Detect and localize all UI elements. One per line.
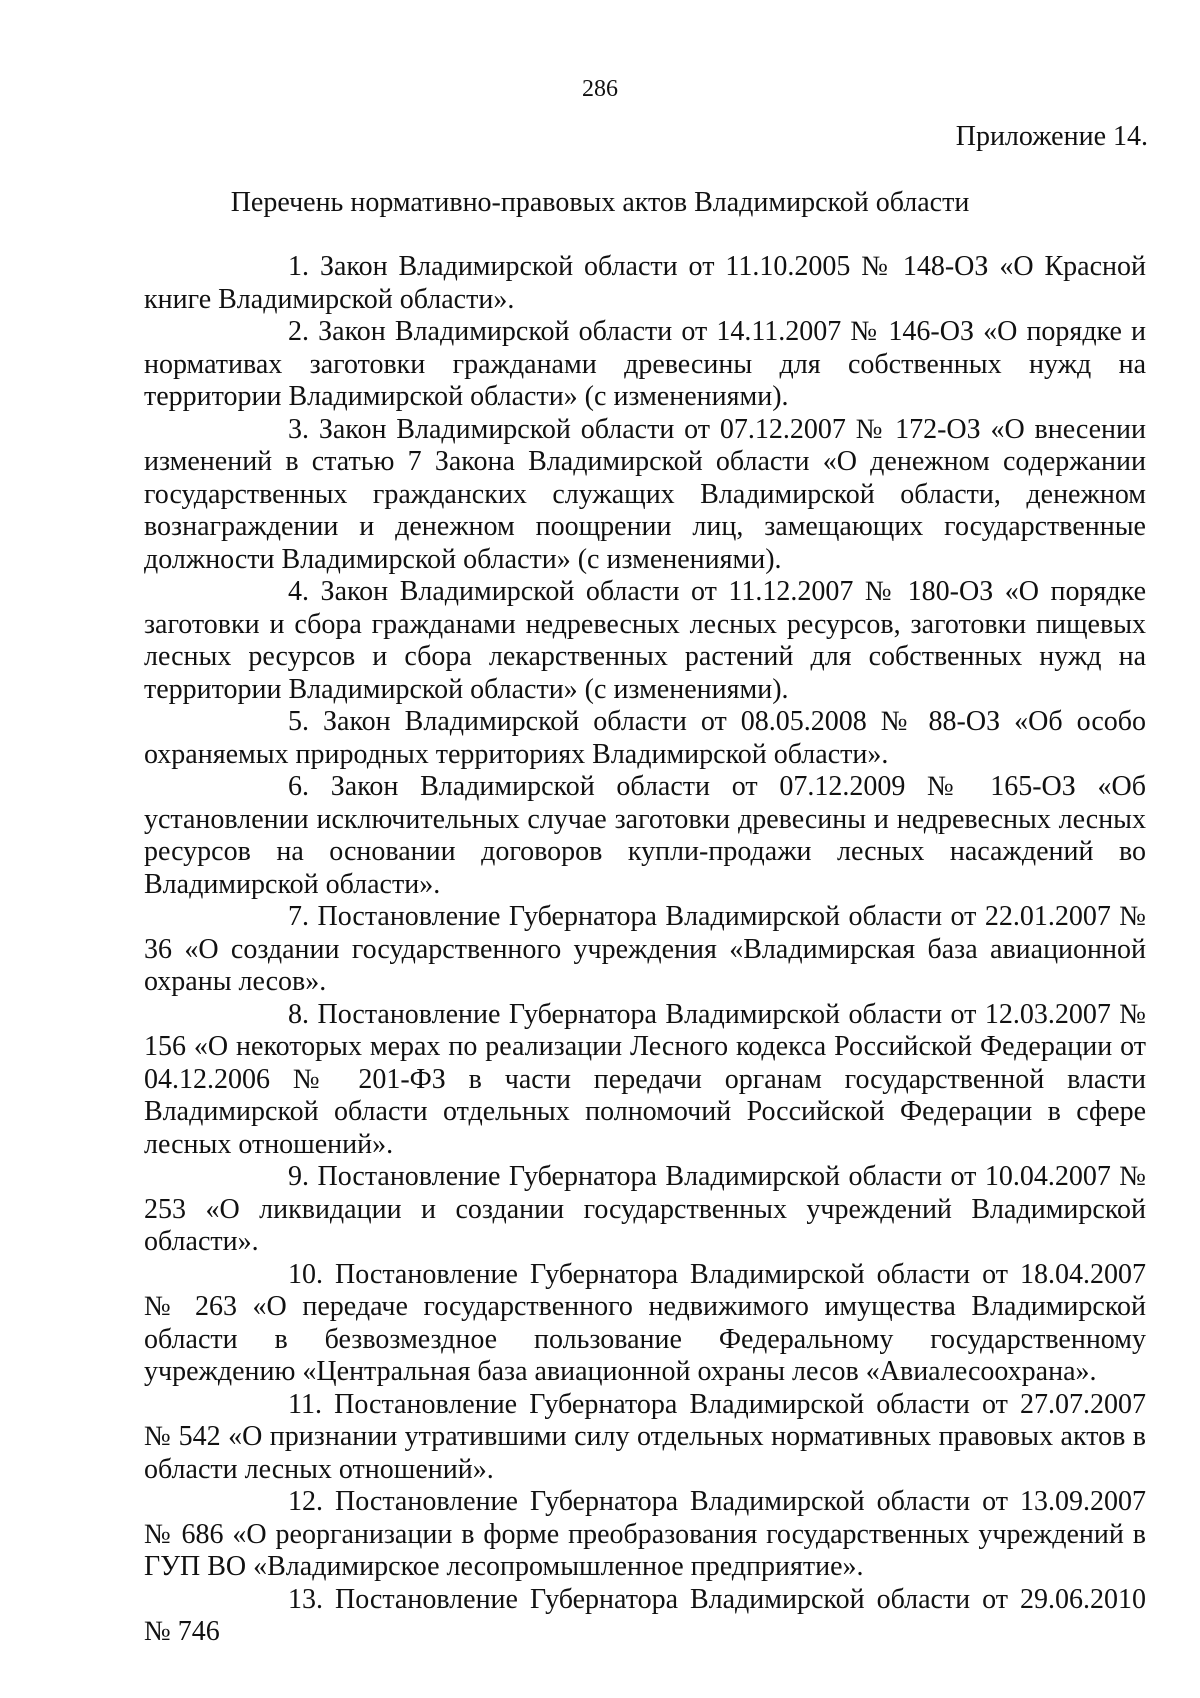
act-text: Закон Владимирской области от 11.10.2005 № 148-ОЗ «О Красной книге Владимирской области». [144, 251, 1146, 315]
act-number: 12. [288, 1486, 323, 1517]
act-number: 3. [288, 413, 309, 445]
act-item [144, 901, 1146, 999]
act-item [144, 999, 1146, 1162]
act-text: Постановление Губернатора Владимирской области от 27.07.2007 № 542 «О признании утратившими силу отдельных нормативных правовых актов в области лесных отношений». [144, 1388, 1146, 1485]
act-text: Закон Владимирской области от 07.12.2009 № 165-ОЗ «Об установлении исключительных случае заготовки древесины и недревесных лесных ресурсов на основании договоров купли-продажи лесных насаждений во Владимирской области». [144, 771, 1146, 900]
act-text: Закон Владимирской области от 08.05.2008 № 88-ОЗ «Об особо охраняемых природных территориях Владимирской области». [144, 706, 1147, 770]
act-text: Закон Владимирской области от 11.12.2007 № 180-ОЗ «О порядке заготовки и сбора гражданами недревесных лесных ресурсов, заготовки пищевых лесных ресурсов и сбора лекарственных растений для собственных нужд на территории Владимирской области» (с изменениями). [144, 576, 1146, 705]
act-text: Постановление Губернатора Владимирской области от 12.03.2007 № 156 «О некоторых мерах по реализации Лесного кодекса Российской Федерации от 04.12.2006 № 201-ФЗ в части передачи органам государственной власти Владимирской области отдельных полномочий Российской Федерации в сфере лесных отношений». [144, 998, 1147, 1160]
appendix-label: Приложение 14. [955, 121, 1148, 152]
act-number: 6. [288, 771, 309, 802]
act-number: 5. [288, 706, 309, 737]
act-item [144, 1486, 1146, 1584]
act-item [144, 576, 1146, 706]
act-item [144, 1389, 1146, 1487]
act-item [144, 771, 1146, 901]
act-text: Закон Владимирской области от 14.11.2007 № 146-ОЗ «О порядке и нормативах заготовки гражданами древесины для собственных нужд на территории Владимирской области» (с изменениями). [144, 316, 1147, 412]
page-number: 286 [582, 76, 618, 102]
act-item [144, 1584, 1146, 1649]
act-text: Закон Владимирской области от 07.12.2007 № 172-ОЗ «О внесении изменений в статью 7 Закона Владимирской области «О денежном содержании государственных гражданских служащих Владимирской области, денежном вознаграждении и денежном поощрении лиц, замещающих государственные должности Владимирской области» (с изменениями). [144, 413, 1147, 575]
act-number: 7. [288, 901, 309, 932]
act-number: 8. [288, 998, 309, 1030]
act-text: Постановление Губернатора Владимирской области от 18.04.2007 № 263 «О передаче государственного недвижимого имущества Владимирской области в безвозмездное пользование Федеральному государственному учреждению «Центральная база авиационной охраны лесов «Авиалесоохрана». [144, 1258, 1146, 1387]
act-item [144, 251, 1146, 316]
act-number: 2. [288, 316, 309, 347]
act-item [144, 1259, 1146, 1389]
act-text: Постановление Губернатора Владимирской области от 22.01.2007 № 36 «О создании государственного учреждения «Владимирская база авиационной охраны лесов». [144, 901, 1147, 997]
act-text: Постановление Губернатора Владимирской области от 29.06.2010 № 746 [144, 1583, 1146, 1647]
act-item [144, 316, 1146, 414]
act-number: 13. [288, 1583, 323, 1615]
act-number: 1. [288, 251, 309, 282]
act-text: Постановление Губернатора Владимирской области от 13.09.2007 № 686 «О реорганизации в форме преобразования государственных учреждений в ГУП ВО «Владимирское лесопромышленное предприятие». [144, 1486, 1146, 1582]
document-title: Перечень нормативно-правовых актов Владимирской области [230, 187, 970, 218]
acts-list [144, 251, 1146, 1649]
act-text: Постановление Губернатора Владимирской области от 10.04.2007 № 253 «О ликвидации и создании государственных учреждений Владимирской области». [144, 1161, 1147, 1257]
act-item [144, 414, 1146, 577]
act-number: 10. [288, 1258, 323, 1290]
act-number: 4. [288, 576, 309, 607]
act-item [144, 706, 1146, 771]
act-number: 9. [288, 1161, 309, 1192]
act-item [144, 1161, 1146, 1259]
act-number: 11. [288, 1388, 322, 1420]
